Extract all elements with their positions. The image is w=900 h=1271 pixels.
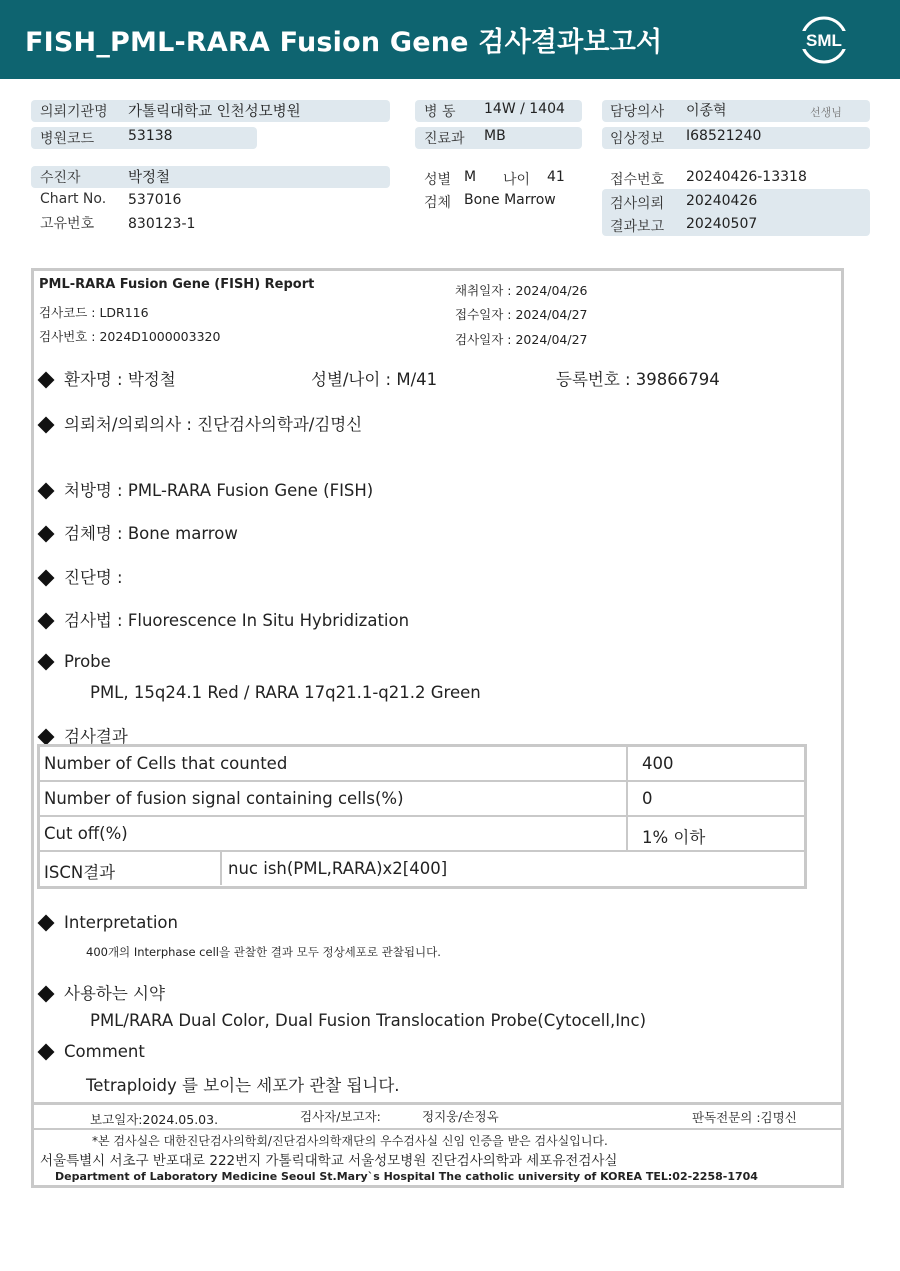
clinical-value: I68521240 (686, 128, 762, 144)
ward-value: 14W / 1404 (484, 101, 565, 117)
bullet-icon (38, 526, 55, 543)
hospital-code-label: 병원코드 (40, 131, 95, 147)
report-title: PML-RARA Fusion Gene (FISH) Report (39, 277, 315, 292)
test-req-label: 검사의뢰 (610, 196, 665, 212)
bullet-icon (38, 613, 55, 630)
doctor-value: 이종혁 (686, 103, 727, 119)
specimen-label: 검체 (424, 195, 452, 211)
logo-text: SML (806, 31, 842, 50)
dept-label: 진료과 (424, 131, 465, 147)
table-row (40, 747, 804, 782)
bullet-icon (38, 1044, 55, 1061)
lab-address: 서울특별시 서초구 반포대로 222번지 가톨릭대학교 서울성모병원 진단검사의학과 세포유전검사실 (40, 1153, 618, 1169)
bullet-icon (38, 654, 55, 671)
table-cell-label: ISCN결과 (44, 863, 116, 882)
report-code: 검사코드 : LDR116 (39, 305, 149, 320)
probe-value: PML, 15q24.1 Red / RARA 17q21.1-q21.2 Green (90, 683, 481, 702)
order-line: 처방명 : PML-RARA Fusion Gene (FISH) (36, 477, 373, 501)
clinical-label: 임상정보 (610, 131, 665, 147)
interp-value: 400개의 Interphase cell을 관찰한 결과 모두 정상세포로 관찰됩니다. (86, 945, 441, 959)
interp-label-line: Interpretation (36, 913, 178, 932)
specimen-line: 검체명 : Bone marrow (36, 520, 238, 544)
request-org-value: 가톨릭대학교 인천성모병원 (128, 104, 301, 120)
doctor-suffix: 선생님 (810, 106, 842, 119)
report-date: 보고일자:2024.05.03. (90, 1112, 219, 1127)
bullet-icon (38, 915, 55, 932)
hospital-code-value: 53138 (128, 128, 173, 144)
table-cell-label: Number of fusion signal containing cells(%) (44, 789, 404, 808)
patient-name-line: 환자명 : 박정철 (36, 366, 176, 390)
tester-label: 검사자/보고자: (300, 1109, 381, 1124)
sml-logo (796, 14, 852, 66)
bullet-icon (38, 986, 55, 1003)
table-row (40, 852, 804, 887)
report-frame (31, 268, 844, 1188)
table-cell-value: 0 (642, 789, 653, 808)
dept-value: MB (484, 128, 506, 144)
bullet-icon (38, 483, 55, 500)
receipt-value: 20240426-13318 (686, 169, 807, 185)
ward-label: 병 동 (424, 104, 456, 120)
table-cell-label: Cut off(%) (44, 824, 128, 843)
patient-value: 박정철 (128, 170, 171, 186)
uid-value: 830123-1 (128, 216, 196, 232)
age-label: 나이 (503, 172, 531, 188)
sex-label: 성별 (424, 172, 452, 188)
test-req-value: 20240426 (686, 193, 758, 209)
receive-date: 접수일자 : 2024/04/27 (455, 307, 588, 322)
footer-divider-2 (34, 1128, 841, 1130)
requester-line: 의뢰처/의뢰의사 : 진단검사의학과/김명신 (36, 411, 362, 435)
age-value: 41 (547, 169, 565, 185)
test-date: 검사일자 : 2024/04/27 (455, 332, 588, 347)
patient-label: 수진자 (40, 170, 81, 186)
receipt-label: 접수번호 (610, 172, 665, 188)
result-table (37, 744, 807, 889)
reg-no-line: 등록번호 : 39866794 (556, 370, 720, 389)
footer-divider (34, 1102, 841, 1105)
reagent-value: PML/RARA Dual Color, Dual Fusion Translocation Probe(Cytocell,Inc) (90, 1011, 647, 1030)
uid-label: 고유번호 (40, 216, 95, 232)
bullet-icon (38, 417, 55, 434)
bullet-icon (38, 729, 55, 746)
chart-value: 537016 (128, 192, 182, 208)
specimen-value: Bone Marrow (464, 192, 556, 208)
patient-row (31, 166, 390, 188)
dept-en: Department of Laboratory Medicine Seoul St.Mary`s Hospital The catholic university of KOREA TEL:02-2258-1704 (55, 1170, 758, 1183)
probe-label-line: Probe (36, 652, 111, 671)
table-row (40, 782, 804, 817)
collect-date: 채취일자 : 2024/04/26 (455, 283, 588, 298)
result-date-value: 20240507 (686, 216, 758, 232)
bullet-icon (38, 570, 55, 587)
method-line: 검사법 : Fluorescence In Situ Hybridization (36, 607, 409, 631)
report-number: 검사번호 : 2024D1000003320 (39, 329, 221, 344)
reader: 판독전문의 :김명신 (692, 1110, 797, 1125)
comment-value: Tetraploidy 를 보이는 세포가 관찰 됩니다. (86, 1076, 400, 1095)
sex-value: M (464, 169, 477, 185)
page-header (0, 0, 900, 79)
result-label-line: 검사결과 (36, 723, 128, 747)
page-title: FISH_PML-RARA Fusion Gene 검사결과보고서 (25, 27, 663, 58)
bullet-icon (38, 372, 55, 389)
result-date-label: 결과보고 (610, 219, 665, 235)
table-cell-value: 400 (642, 754, 674, 773)
diagnosis-line: 진단명 : (36, 564, 123, 588)
sex-age-line: 성별/나이 : M/41 (311, 370, 438, 389)
comment-label-line: Comment (36, 1042, 145, 1061)
table-cell-value: nuc ish(PML,RARA)x2[400] (228, 859, 448, 878)
table-row (40, 817, 804, 852)
request-org-label: 의뢰기관명 (40, 104, 108, 120)
chart-label: Chart No. (40, 191, 107, 207)
tester-value: 정지웅/손정옥 (422, 1109, 499, 1124)
cert-notice: *본 검사실은 대한진단검사의학회/진단검사의학재단의 우수검사실 신임 인증을 받은 검사실입니다. (92, 1134, 608, 1148)
table-cell-label: Number of Cells that counted (44, 754, 288, 773)
doctor-label: 담당의사 (610, 104, 665, 120)
table-cell-value: 1% 이하 (642, 828, 706, 847)
reagent-label-line: 사용하는 시약 (36, 980, 165, 1004)
